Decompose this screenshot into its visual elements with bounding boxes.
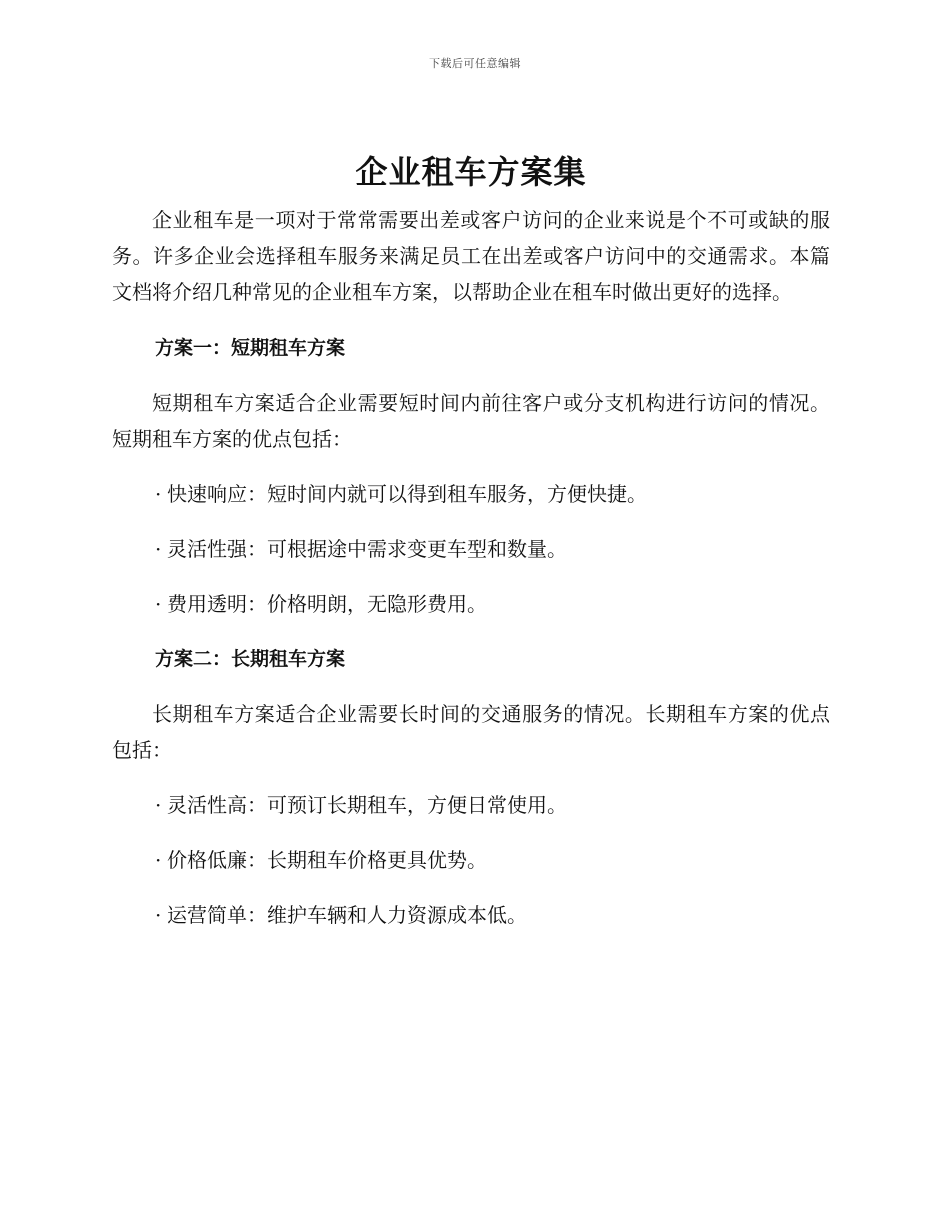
bullet-text: 快速响应：短时间内就可以得到租车服务，方便快捷。 — [167, 482, 647, 506]
section-heading: 方案一：短期租车方案 — [155, 337, 346, 359]
bullet-item — [112, 787, 830, 823]
bullet-item — [112, 842, 830, 878]
section-short-term — [112, 330, 830, 622]
bullet-text: 价格低廉：长期租车价格更具优势。 — [167, 848, 487, 872]
section-description: 短期租车方案适合企业需要短时间内前往客户或分支机构进行访问的情况。短期租车方案的优点包括： — [112, 391, 830, 451]
bullet-dot-icon: · — [155, 848, 162, 872]
section-long-term — [112, 641, 830, 933]
bullet-dot-icon: · — [155, 903, 162, 927]
bullet-item — [112, 531, 830, 567]
header-note: 下载后可任意编辑 — [429, 57, 521, 70]
bullet-item — [112, 476, 830, 512]
bullet-text: 运营简单：维护车辆和人力资源成本低。 — [167, 903, 527, 927]
section-description: 长期租车方案适合企业需要长时间的交通服务的情况。长期租车方案的优点包括： — [112, 702, 830, 762]
bullet-dot-icon: · — [155, 482, 162, 506]
bullet-item — [112, 897, 830, 933]
document-title: 企业租车方案集 — [355, 153, 587, 191]
bullet-dot-icon: · — [155, 793, 162, 817]
bullet-dot-icon: · — [155, 537, 162, 561]
bullet-text: 灵活性高：可预订长期租车，方便日常使用。 — [167, 793, 567, 817]
document-content — [112, 148, 830, 952]
section-heading: 方案二：长期租车方案 — [155, 648, 346, 670]
bullet-text: 灵活性强：可根据途中需求变更车型和数量。 — [167, 537, 567, 561]
bullet-dot-icon: · — [155, 592, 162, 616]
intro-paragraph: 企业租车是一项对于常常需要出差或客户访问的企业来说是个不可或缺的服务。许多企业会选择租车服务来满足员工在出差或客户访问中的交通需求。本篇文档将介绍几种常见的企业租车方案，以帮助企业在租车时做出更好的选择。 — [112, 208, 830, 304]
bullet-text: 费用透明：价格明朗，无隐形费用。 — [167, 592, 487, 616]
bullet-item — [112, 586, 830, 622]
